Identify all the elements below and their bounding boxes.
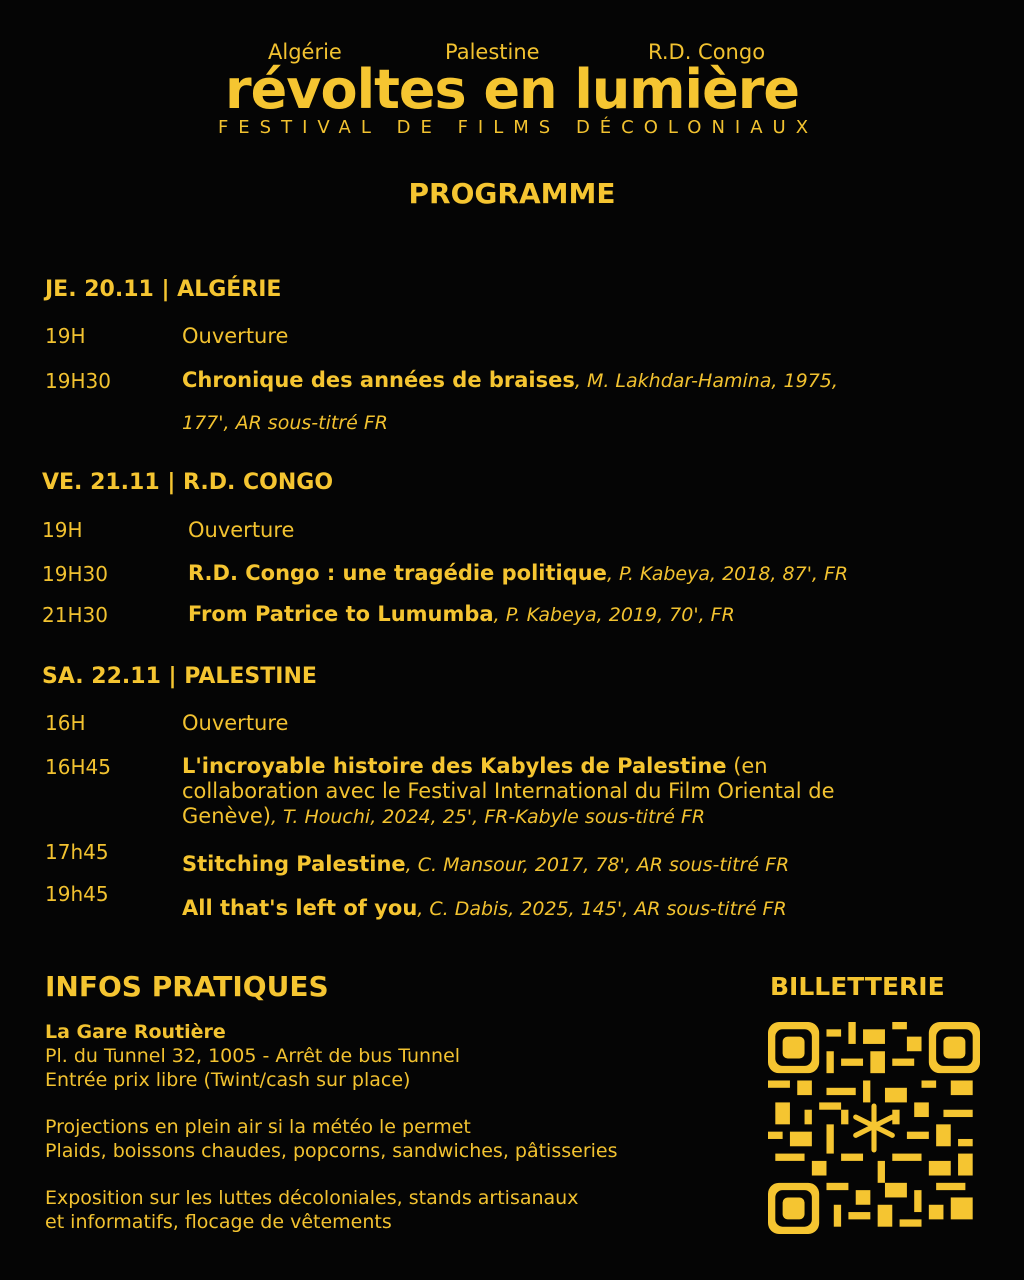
film-meta-line2: 177', AR sous-titré FR <box>182 412 388 434</box>
film-note-line2: collaboration avec le Festival International du Film Oriental de <box>182 779 835 803</box>
festival-subtitle: FESTIVAL DE FILMS DÉCOLONIAUX <box>217 117 819 138</box>
time: 19H <box>45 324 86 348</box>
time: 16H <box>45 711 86 735</box>
day-heading-congo: VE. 21.11 | R.D. CONGO <box>42 470 334 495</box>
film-meta: , P. Kabeya, 2018, 87', FR <box>606 563 849 585</box>
screening-entry <box>182 894 787 923</box>
programme-heading: PROGRAMME <box>408 177 616 210</box>
infos-heading: INFOS PRATIQUES <box>45 970 329 1003</box>
film-title: R.D. Congo : une tragédie politique <box>188 561 607 585</box>
film-meta: , C. Mansour, 2017, 78', AR sous-titré FR <box>405 854 790 876</box>
screening-entry <box>182 366 838 395</box>
time: 19h45 <box>45 882 109 906</box>
film-title: Stitching Palestine <box>182 852 406 876</box>
film-meta-continued <box>182 408 388 437</box>
opening-label: Ouverture <box>182 711 289 735</box>
country-algerie: Algérie <box>268 40 342 64</box>
festival-title: révoltes en lumière <box>225 58 799 121</box>
expo-line1: Exposition sur les luttes décoloniales, stands artisanaux <box>45 1187 579 1209</box>
venue-name: La Gare Routière <box>45 1021 226 1043</box>
screening-entry <box>182 850 789 879</box>
outdoor-info: Projections en plein air si la météo le permet <box>45 1116 471 1138</box>
film-meta: , C. Dabis, 2025, 145', AR sous-titré FR <box>417 898 787 920</box>
expo-line2: et informatifs, flocage de vêtements <box>45 1211 392 1233</box>
film-title: From Patrice to Lumumba <box>188 602 494 626</box>
food-info: Plaids, boissons chaudes, popcorns, sandwiches, pâtisseries <box>45 1140 618 1162</box>
exhibition-info <box>45 1186 578 1234</box>
entry-info: Entrée prix libre (Twint/cash sur place) <box>45 1069 411 1091</box>
amenities-info <box>45 1115 618 1163</box>
country-congo: R.D. Congo <box>648 40 766 64</box>
qr-code-icon[interactable] <box>768 1022 980 1234</box>
time: 21H30 <box>42 603 108 627</box>
opening-label: Ouverture <box>188 518 295 542</box>
time: 17h45 <box>45 840 109 864</box>
film-note-line3: Genève) <box>182 804 271 828</box>
day-heading-palestine: SA. 22.11 | PALESTINE <box>42 664 317 689</box>
time: 16H45 <box>45 755 111 779</box>
country-palestine: Palestine <box>445 40 540 64</box>
film-title: Chronique des années de braises <box>182 368 575 392</box>
film-meta: , T. Houchi, 2024, 25', FR-Kabyle sous-titré FR <box>270 806 706 828</box>
venue-info <box>45 1020 460 1092</box>
time: 19H30 <box>45 369 111 393</box>
screening-entry <box>188 600 735 629</box>
time: 19H30 <box>42 562 108 586</box>
film-meta: , P. Kabeya, 2019, 70', FR <box>493 604 735 626</box>
film-note: (en <box>726 754 768 778</box>
time: 19H <box>42 518 83 542</box>
film-title: L'incroyable histoire des Kabyles de Palestine <box>182 754 727 778</box>
film-title: All that's left of you <box>182 896 418 920</box>
day-heading-algerie: JE. 20.11 | ALGÉRIE <box>45 277 282 302</box>
screening-entry <box>188 559 848 588</box>
opening-label: Ouverture <box>182 324 289 348</box>
venue-address: Pl. du Tunnel 32, 1005 - Arrêt de bus Tunnel <box>45 1045 461 1067</box>
film-meta: , M. Lakhdar-Hamina, 1975, <box>574 370 838 392</box>
screening-entry <box>182 752 982 831</box>
ticketing-heading: BILLETTERIE <box>770 972 945 1001</box>
